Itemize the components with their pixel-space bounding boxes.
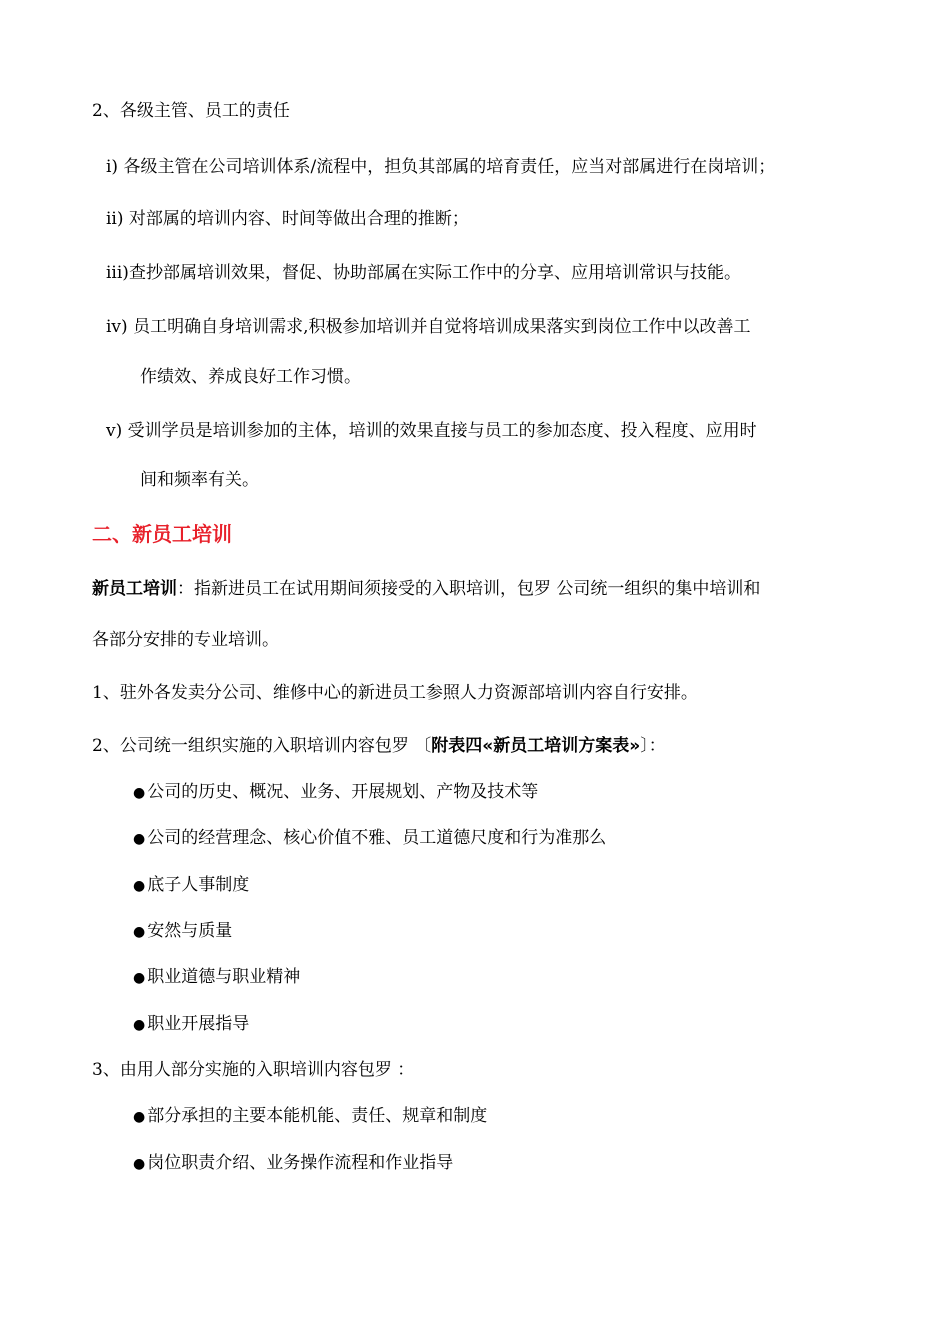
bullet-text: 职业道德与职业精神 [147,967,301,987]
definition-colon: ： [177,579,194,599]
bullet-text: 公司的经营理念、核心价值不雅、员工道德尺度和行为准那么 [147,828,607,848]
bullet-icon: ● [133,1109,146,1125]
bullet-text: 底子人事制度 [147,875,250,895]
list-item [106,156,775,178]
list-marker: v) [106,421,123,441]
bullet-icon: ● [133,1017,146,1033]
bullet-item [133,1152,453,1175]
list-item [106,262,741,284]
point-2-suffix: 〕： [640,736,666,756]
bullet-item [133,781,538,804]
list-marker: i) [106,157,119,177]
section-title-responsibilities: 2、各级主管、员工的责任 [92,101,290,121]
bullet-text: 部分承担的主要本能机能、责任、规章和制度 [147,1106,488,1126]
list-item-text: 对部属的培训内容、时间等做出合理的推断； [128,209,469,229]
point-1: 1、驻外各发卖分公司、维修中心的新进员工参照人力资源部培训内容自行安排。 [92,683,698,703]
definition-term: 新员工培训 [92,579,177,599]
list-item-continuation: 间和频率有关。 [140,470,259,490]
list-item-text: 各级主管在公司培训体系/流程中，担负其部属的培育责任，应当对部属进行在岗培训； [123,157,776,177]
list-marker: iii) [106,263,129,283]
bullet-item [133,874,249,897]
list-item [106,208,469,230]
bullet-item [133,966,300,989]
bullet-text: 岗位职责介绍、业务操作流程和作业指导 [147,1153,454,1173]
bullet-item [133,1105,487,1128]
bullet-icon: ● [133,878,146,894]
bullet-item [133,920,232,943]
bullet-icon: ● [133,924,146,940]
bullet-item [133,827,606,850]
definition-text: 指新进员工在试用期间须接受的入职培训，包罗 公司统一组织的集中培训和 [194,579,761,599]
point-2-prefix: 2、公司统一组织实施的入职培训内容包罗 〔 [92,736,432,756]
appendix-reference: 附表四«新员工培训方案表» [431,736,641,756]
bullet-icon: ● [133,970,146,986]
section-heading-new-employee: 二、新员工培训 [92,522,232,546]
bullet-item [133,1013,249,1036]
list-marker: iv) [106,317,128,337]
bullet-text: 公司的历史、概况、业务、开展规划、产物及技术等 [147,782,539,802]
list-marker: ii) [106,209,124,229]
bullet-icon: ● [133,1156,146,1172]
definition-paragraph [92,578,760,600]
point-2 [92,735,666,757]
list-item-text: 受训学员是培训参加的主体，培训的效果直接与员工的参加态度、投入程度、应用时 [127,421,757,441]
list-item-text: 查抄部属培训效果，督促、协助部属在实际工作中的分享、应用培训常识与技能。 [128,263,741,283]
list-item [106,420,757,442]
bullet-icon: ● [133,785,146,801]
list-item [106,316,751,338]
bullet-text: 安然与质量 [147,921,233,941]
bullet-text: 职业开展指导 [147,1014,250,1034]
bullet-icon: ● [133,831,146,847]
list-item-continuation: 作绩效、养成良好工作习惯。 [140,367,361,387]
definition-continuation: 各部分安排的专业培训。 [92,630,279,650]
point-3: 3、由用人部分实施的入职培训内容包罗 ： [92,1060,415,1080]
list-item-text: 员工明确自身培训需求,积极参加培训并自觉将培训成果落实到岗位工作中以改善工 [133,317,751,337]
